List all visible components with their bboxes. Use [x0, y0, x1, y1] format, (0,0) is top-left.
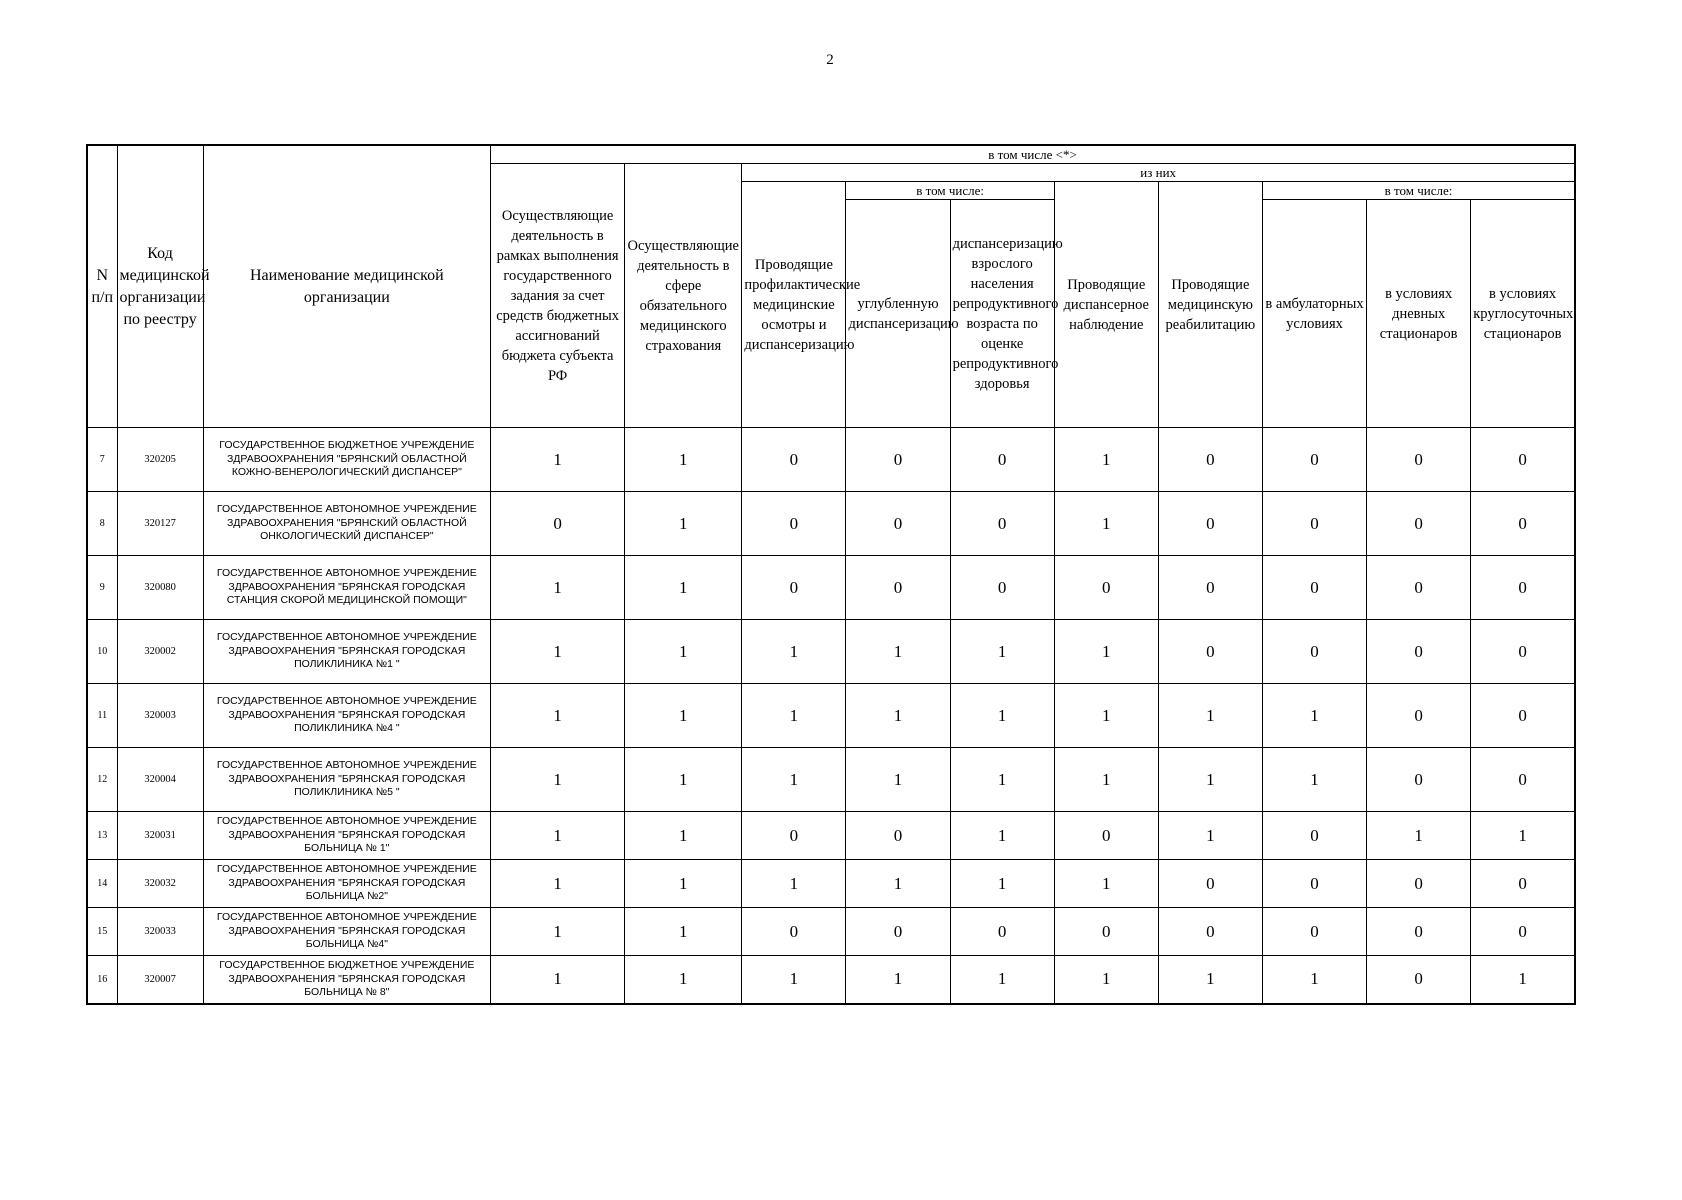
value-cell: 1	[950, 860, 1054, 908]
value-cell: 1	[491, 860, 625, 908]
value-cell: 0	[846, 428, 950, 492]
value-cell: 0	[491, 492, 625, 556]
value-cell: 0	[1471, 492, 1575, 556]
row-number: 11	[87, 684, 117, 748]
header-including: в том числе <*>	[491, 145, 1575, 164]
row-number: 13	[87, 812, 117, 860]
value-cell: 0	[1367, 620, 1471, 684]
org-code: 320031	[117, 812, 203, 860]
value-cell: 1	[846, 860, 950, 908]
value-cell: 1	[625, 556, 742, 620]
value-cell: 0	[1054, 812, 1158, 860]
value-cell: 0	[950, 556, 1054, 620]
value-cell: 1	[1158, 748, 1262, 812]
org-name: ГОСУДАРСТВЕННОЕ АВТОНОМНОЕ УЧРЕЖДЕНИЕ ЗДРАВООХРАНЕНИЯ "БРЯНСКИЙ ОБЛАСТНОЙ ОНКОЛОГИЧЕСКИЙ ДИСПАНСЕР"	[203, 492, 490, 556]
org-code: 320032	[117, 860, 203, 908]
row-number: 8	[87, 492, 117, 556]
value-cell: 0	[1158, 620, 1262, 684]
value-cell: 1	[1158, 812, 1262, 860]
value-cell: 0	[950, 908, 1054, 956]
value-cell: 0	[950, 492, 1054, 556]
org-code: 320080	[117, 556, 203, 620]
header-repro: диспансеризацию взрослого населения репродуктивного возраста по оценке репродуктивного здоровья	[950, 200, 1054, 428]
value-cell: 0	[1471, 908, 1575, 956]
row-number: 9	[87, 556, 117, 620]
header-budget: Осуществляющие деятельность в рамках выполнения государственного задания за счет средств бюджетных ассигнований бюджета субъекта РФ	[491, 164, 625, 428]
value-cell: 0	[1262, 492, 1366, 556]
row-number: 14	[87, 860, 117, 908]
table-row	[87, 812, 1575, 860]
org-code: 320004	[117, 748, 203, 812]
value-cell: 1	[742, 620, 846, 684]
value-cell: 1	[1054, 492, 1158, 556]
value-cell: 1	[1262, 748, 1366, 812]
value-cell: 1	[491, 620, 625, 684]
org-name: ГОСУДАРСТВЕННОЕ АВТОНОМНОЕ УЧРЕЖДЕНИЕ ЗДРАВООХРАНЕНИЯ "БРЯНСКАЯ ГОРОДСКАЯ ПОЛИКЛИНИКА №5 "	[203, 748, 490, 812]
header-amb: в амбулаторных условиях	[1262, 200, 1366, 428]
row-number: 12	[87, 748, 117, 812]
value-cell: 1	[742, 684, 846, 748]
value-cell: 0	[1158, 908, 1262, 956]
org-name: ГОСУДАРСТВЕННОЕ АВТОНОМНОЕ УЧРЕЖДЕНИЕ ЗДРАВООХРАНЕНИЯ "БРЯНСКАЯ ГОРОДСКАЯ ПОЛИКЛИНИКА №1 "	[203, 620, 490, 684]
value-cell: 0	[1262, 556, 1366, 620]
value-cell: 1	[625, 860, 742, 908]
value-cell: 1	[1158, 684, 1262, 748]
value-cell: 0	[742, 428, 846, 492]
value-cell: 0	[1367, 428, 1471, 492]
org-name: ГОСУДАРСТВЕННОЕ АВТОНОМНОЕ УЧРЕЖДЕНИЕ ЗДРАВООХРАНЕНИЯ "БРЯНСКАЯ ГОРОДСКАЯ БОЛЬНИЦА №4"	[203, 908, 490, 956]
value-cell: 0	[1471, 620, 1575, 684]
org-code: 320002	[117, 620, 203, 684]
org-code: 320127	[117, 492, 203, 556]
value-cell: 1	[625, 748, 742, 812]
value-cell: 0	[1262, 428, 1366, 492]
table-body	[87, 428, 1575, 1004]
value-cell: 0	[1158, 860, 1262, 908]
value-cell: 1	[1262, 956, 1366, 1004]
header-deep: углубленную диспансеризацию	[846, 200, 950, 428]
value-cell: 1	[950, 620, 1054, 684]
value-cell: 0	[1158, 492, 1262, 556]
value-cell: 0	[1158, 556, 1262, 620]
value-cell: 0	[1054, 908, 1158, 956]
value-cell: 1	[491, 748, 625, 812]
org-name: ГОСУДАРСТВЕННОЕ АВТОНОМНОЕ УЧРЕЖДЕНИЕ ЗДРАВООХРАНЕНИЯ "БРЯНСКАЯ ГОРОДСКАЯ СТАНЦИЯ СКОРОЙ МЕДИЦИНСКОЙ ПОМОЩИ"	[203, 556, 490, 620]
value-cell: 1	[1367, 812, 1471, 860]
value-cell: 1	[625, 428, 742, 492]
value-cell: 1	[491, 684, 625, 748]
org-name: ГОСУДАРСТВЕННОЕ БЮДЖЕТНОЕ УЧРЕЖДЕНИЕ ЗДРАВООХРАНЕНИЯ "БРЯНСКИЙ ОБЛАСТНОЙ КОЖНО-ВЕНЕРОЛОГИЧЕСКИЙ ДИСПАНСЕР"	[203, 428, 490, 492]
row-number: 7	[87, 428, 117, 492]
table-row	[87, 428, 1575, 492]
value-cell: 0	[1471, 860, 1575, 908]
organizations-table	[86, 144, 1576, 1005]
value-cell: 1	[846, 620, 950, 684]
value-cell: 1	[491, 908, 625, 956]
row-number: 15	[87, 908, 117, 956]
org-name: ГОСУДАРСТВЕННОЕ АВТОНОМНОЕ УЧРЕЖДЕНИЕ ЗДРАВООХРАНЕНИЯ "БРЯНСКАЯ ГОРОДСКАЯ БОЛЬНИЦА № 1"	[203, 812, 490, 860]
value-cell: 1	[491, 428, 625, 492]
value-cell: 0	[1262, 812, 1366, 860]
value-cell: 1	[625, 492, 742, 556]
org-name: ГОСУДАРСТВЕННОЕ БЮДЖЕТНОЕ УЧРЕЖДЕНИЕ ЗДРАВООХРАНЕНИЯ "БРЯНСКАЯ ГОРОДСКАЯ БОЛЬНИЦА № 8"	[203, 956, 490, 1004]
header-name: Наименование медицинской организации	[203, 145, 490, 428]
value-cell: 1	[1054, 428, 1158, 492]
table-row	[87, 492, 1575, 556]
value-cell: 1	[950, 748, 1054, 812]
table-row	[87, 860, 1575, 908]
value-cell: 1	[1054, 620, 1158, 684]
value-cell: 0	[1367, 684, 1471, 748]
value-cell: 0	[1367, 956, 1471, 1004]
org-name: ГОСУДАРСТВЕННОЕ АВТОНОМНОЕ УЧРЕЖДЕНИЕ ЗДРАВООХРАНЕНИЯ "БРЯНСКАЯ ГОРОДСКАЯ БОЛЬНИЦА №2"	[203, 860, 490, 908]
value-cell: 0	[742, 556, 846, 620]
value-cell: 0	[742, 812, 846, 860]
value-cell: 0	[1262, 620, 1366, 684]
header-including-b: в том числе:	[1262, 182, 1575, 200]
value-cell: 1	[491, 956, 625, 1004]
row-number: 16	[87, 956, 117, 1004]
value-cell: 0	[742, 908, 846, 956]
header-of-them: из них	[742, 164, 1575, 182]
value-cell: 0	[742, 492, 846, 556]
value-cell: 1	[950, 684, 1054, 748]
org-code: 320205	[117, 428, 203, 492]
table-row	[87, 956, 1575, 1004]
value-cell: 1	[1158, 956, 1262, 1004]
value-cell: 1	[1054, 956, 1158, 1004]
value-cell: 0	[1367, 556, 1471, 620]
value-cell: 0	[950, 428, 1054, 492]
value-cell: 0	[1158, 428, 1262, 492]
value-cell: 0	[1262, 908, 1366, 956]
value-cell: 1	[950, 812, 1054, 860]
row-number: 10	[87, 620, 117, 684]
value-cell: 1	[1471, 956, 1575, 1004]
value-cell: 0	[1367, 492, 1471, 556]
value-cell: 0	[1054, 556, 1158, 620]
value-cell: 1	[625, 620, 742, 684]
value-cell: 1	[846, 684, 950, 748]
value-cell: 0	[846, 492, 950, 556]
header-oms: Осуществляющие деятельность в сфере обязательного медицинского страхования	[625, 164, 742, 428]
value-cell: 0	[1471, 748, 1575, 812]
value-cell: 1	[1054, 684, 1158, 748]
header-day: в условиях дневных стационаров	[1367, 200, 1471, 428]
page-number: 2	[826, 52, 834, 68]
table-row	[87, 684, 1575, 748]
value-cell: 1	[625, 908, 742, 956]
value-cell: 1	[625, 684, 742, 748]
org-code: 320003	[117, 684, 203, 748]
org-code: 320033	[117, 908, 203, 956]
value-cell: 1	[742, 860, 846, 908]
value-cell: 0	[1367, 860, 1471, 908]
header-code: Код медицинской организации по реестру	[117, 145, 203, 428]
header-rehab: Проводящие медицинскую реабилитацию	[1158, 182, 1262, 428]
value-cell: 0	[1367, 908, 1471, 956]
table-row	[87, 748, 1575, 812]
header-n: N п/п	[87, 145, 117, 428]
value-cell: 1	[846, 748, 950, 812]
value-cell: 1	[491, 556, 625, 620]
value-cell: 0	[846, 556, 950, 620]
value-cell: 1	[846, 956, 950, 1004]
table-row	[87, 908, 1575, 956]
table-row	[87, 556, 1575, 620]
value-cell: 0	[846, 812, 950, 860]
value-cell: 0	[1471, 684, 1575, 748]
value-cell: 1	[625, 956, 742, 1004]
value-cell: 0	[1367, 748, 1471, 812]
value-cell: 1	[1054, 860, 1158, 908]
header-including-a: в том числе:	[846, 182, 1054, 200]
value-cell: 0	[1262, 860, 1366, 908]
header-prof: Проводящие профилактические медицинские осмотры и диспансеризацию	[742, 182, 846, 428]
value-cell: 1	[625, 812, 742, 860]
value-cell: 1	[950, 956, 1054, 1004]
value-cell: 1	[1471, 812, 1575, 860]
value-cell: 0	[846, 908, 950, 956]
table-row	[87, 620, 1575, 684]
header-round: в условиях круглосуточных стационаров	[1471, 200, 1575, 428]
value-cell: 1	[742, 956, 846, 1004]
value-cell: 1	[491, 812, 625, 860]
table-header	[87, 145, 1575, 428]
org-name: ГОСУДАРСТВЕННОЕ АВТОНОМНОЕ УЧРЕЖДЕНИЕ ЗДРАВООХРАНЕНИЯ "БРЯНСКАЯ ГОРОДСКАЯ ПОЛИКЛИНИКА №4 "	[203, 684, 490, 748]
value-cell: 0	[1471, 556, 1575, 620]
value-cell: 1	[1262, 684, 1366, 748]
value-cell: 1	[742, 748, 846, 812]
header-disp: Проводящие диспансерное наблюдение	[1054, 182, 1158, 428]
org-code: 320007	[117, 956, 203, 1004]
value-cell: 1	[1054, 748, 1158, 812]
value-cell: 0	[1471, 428, 1575, 492]
